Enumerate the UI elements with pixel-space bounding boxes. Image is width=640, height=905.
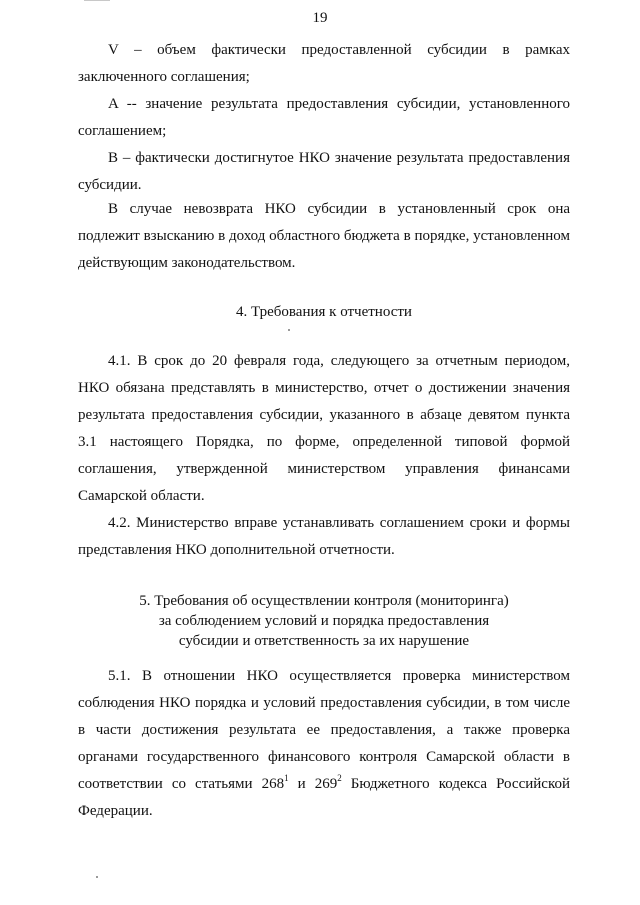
paragraph-b-definition: B – фактически достигнутое НКО значение результата предоставления субсидии. <box>78 150 570 193</box>
page-number: 19 <box>312 10 328 26</box>
section-5-heading <box>78 591 570 651</box>
superscript-1: 1 <box>284 773 289 783</box>
paragraph-4-1: 4.1. В срок до 20 февраля года, следующего за отчетным периодом, НКО обязана представлять в министерство, отчет о достижении значения результата предоставления субсидии, указанного в абзаце девятом пункта 3.1 настоящего Порядка, по форме, определенной типовой формой соглашения, утвержденной министерством управления финансами Самарской области. <box>78 353 570 504</box>
paragraph-non-return: В случае невозврата НКО субсидии в установленный срок она подлежит взысканию в доход областного бюджета в порядке, установленном действующим законодательством. <box>78 201 570 271</box>
section-4-heading: 4. Требования к отчетности <box>236 304 412 320</box>
paragraph-5-1-text-b: и 269 <box>288 776 338 792</box>
paragraph-4-2: 4.2. Министерство вправе устанавливать соглашением сроки и формы представления НКО дополнительной отчетности. <box>78 515 570 558</box>
paragraph-a-definition: A -- значение результата предоставления субсидии, установленного соглашением; <box>78 96 570 139</box>
paragraph-5-1-text-c: Бюджетного кодекса Российской Федерации. <box>78 776 571 819</box>
paragraph-5-1-text-a: 5.1. В отношении НКО осуществляется проверка министерством соблюдения НКО порядка и условий предоставления субсидии, в том числе в части достижения результата ее предоставления, а также проверка органами государственного финансового контроля Самарской области в соответствии со статьями 268 <box>78 668 570 792</box>
section-5-heading-line-3: субсидии и ответственность за их нарушение <box>178 633 470 649</box>
scan-speck <box>288 329 290 331</box>
paragraph-5-1 <box>78 663 570 825</box>
scan-artifact <box>84 0 110 1</box>
paragraph-v-definition: V – объем фактически предоставленной субсидии в рамках заключенного соглашения; <box>78 42 570 85</box>
scan-speck <box>96 876 98 878</box>
section-5-heading-line-1: 5. Требования об осуществлении контроля (мониторинга) <box>139 593 509 609</box>
superscript-2: 2 <box>337 773 342 783</box>
section-5-heading-line-2: за соблюдением условий и порядка предоставления <box>158 613 490 629</box>
